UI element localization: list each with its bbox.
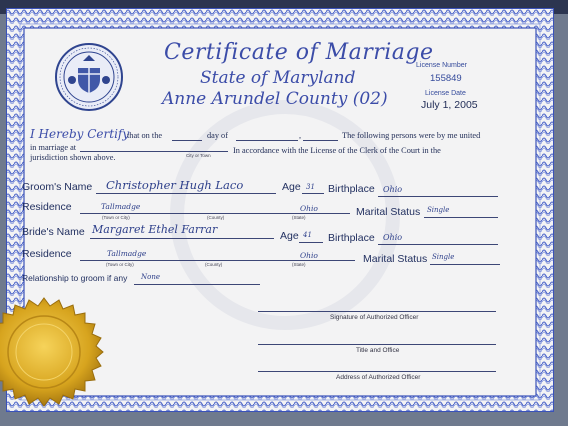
groom-name: Christopher Hugh Laco [106,178,244,192]
license-number-label: License Number [416,62,467,69]
officer-signature-caption: Signature of Authorized Officer [330,314,419,321]
bride-birthplace-line [378,244,498,245]
officer-address-line [258,371,496,372]
state-name: State of Maryland [200,68,356,88]
groom-marital-label: Marital Status [356,206,421,218]
relationship-label: Relationship to groom if any [22,273,128,283]
bride-birthplace-label: Birthplace [328,232,375,244]
bride-residence-line [80,260,355,261]
license-number: 155849 [430,73,462,84]
title-office-line [258,344,496,345]
relationship-value: None [141,273,160,281]
relationship-line [134,284,260,285]
bride-residence-state: Ohio [300,251,318,260]
jurisdiction-text: jurisdiction shown above. [30,153,116,162]
groom-town-caption: (Town or City) [102,215,130,220]
groom-residence-town: Tallmadge [101,202,141,211]
groom-residence-line [80,213,350,214]
groom-birthplace-line [378,196,498,197]
bride-name-label: Bride's Name [22,226,85,238]
bride-age-line [299,242,323,243]
groom-state-caption: (State) [292,215,306,220]
bride-age: 41 [303,231,312,239]
groom-age-label: Age [282,181,301,193]
groom-marital-line [424,217,498,218]
county-name: Anne Arundel County (02) [162,89,388,109]
bride-residence-town: Tallmadge [107,249,147,258]
state-seal-icon [54,42,124,112]
groom-age: 31 [306,183,315,191]
bride-town-caption: (Town or City) [106,262,134,267]
in-marriage-at-text: in marriage at [30,143,77,152]
that-on-the-text: that on the [127,131,163,140]
certify-heading: I Hereby Certify [30,127,130,141]
bride-name: Margaret Ethel Farrar [92,223,218,236]
groom-residence-state: Ohio [300,204,318,213]
gold-seal-icon [0,296,104,416]
title-office-caption: Title and Office [356,347,400,354]
certificate-title: Certificate of Marriage [164,40,434,65]
bride-state-caption: (State) [292,262,306,267]
groom-birthplace: Ohio [383,185,403,194]
bride-name-line [90,238,274,239]
groom-county-caption: (County) [207,215,225,220]
groom-name-line [96,193,276,194]
bride-marital-label: Marital Status [363,253,428,265]
date-comma: , [299,131,302,140]
bride-marital-line [430,264,500,265]
groom-birthplace-label: Birthplace [328,183,375,195]
bride-birthplace: Ohio [383,233,403,242]
groom-residence-label: Residence [22,201,72,213]
bride-marital: Single [432,253,455,261]
year-line [303,140,338,141]
city-town-caption: City or Town [186,153,211,158]
place-line [80,151,228,152]
month-line [236,140,298,141]
day-line [172,140,202,141]
license-date: July 1, 2005 [421,99,478,111]
groom-marital: Single [427,206,450,214]
groom-name-label: Groom's Name [22,181,93,193]
officer-address-caption: Address of Authorized Officer [336,374,421,381]
bride-county-caption: (County) [205,262,223,267]
license-date-label: License Date [425,90,466,97]
day-of-text: day of [207,131,228,140]
bride-age-label: Age [280,230,299,242]
accordance-text: In accordance with the License of the Clerk of the Court in the [233,146,441,155]
following-text: The following persons were by me united [342,131,481,140]
officer-signature-line [258,311,496,312]
groom-age-line [302,193,324,194]
bride-residence-label: Residence [22,248,72,260]
